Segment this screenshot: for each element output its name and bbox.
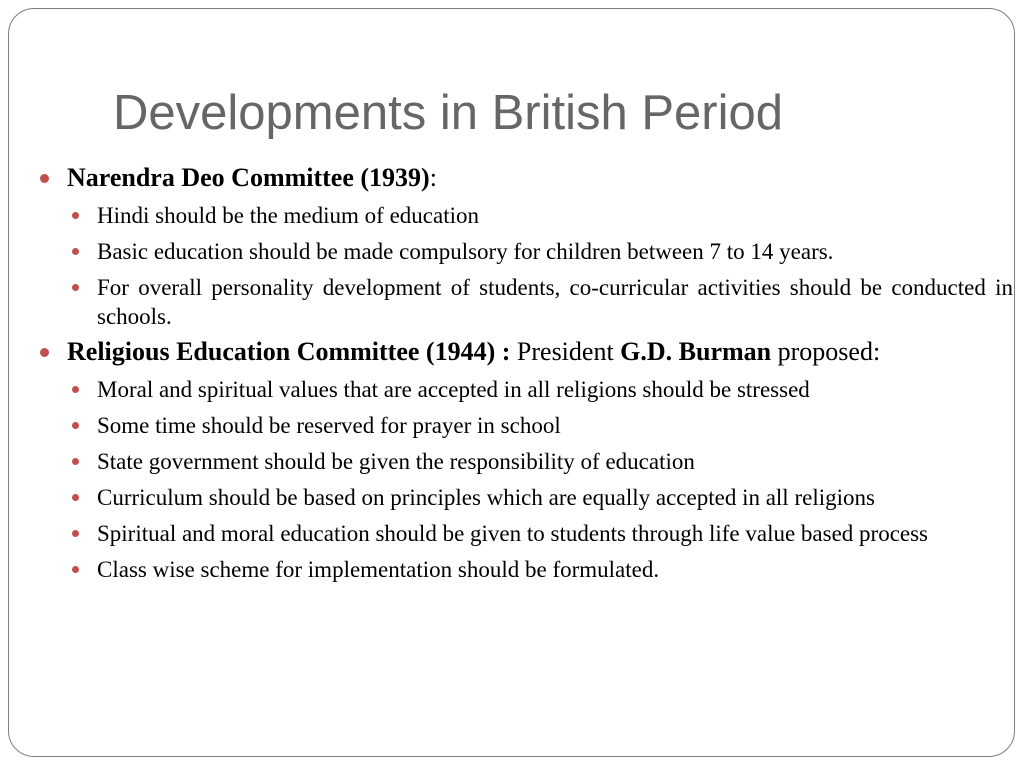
list-item-text: Spiritual and moral education should be given to students through life value based process (97, 521, 929, 546)
bullet-icon (72, 494, 79, 501)
bullet-icon (72, 530, 79, 537)
list-item-text: Some time should be reserved for prayer in school (97, 413, 561, 438)
list-item-text: Class wise scheme for implementation should be formulated. (97, 557, 660, 582)
list-item (68, 237, 1013, 266)
bullet-icon (72, 284, 79, 291)
section-narendra-deo-committee (37, 162, 1013, 194)
bullet-icon (72, 248, 79, 255)
list-item-text: Moral and spiritual values that are accepted in all religions should be stressed (97, 377, 810, 402)
list-item (68, 483, 1013, 512)
list-item (68, 375, 1013, 404)
section-heading: Religious Education Committee (1944) : (67, 337, 511, 366)
section-religious-education-committee (37, 336, 1013, 368)
list-item-text: Curriculum should be based on principles which are equally accepted in all religions (97, 485, 875, 510)
list-item (68, 273, 1013, 331)
list-item (68, 519, 1013, 548)
president-name: G.D. Burman (620, 337, 772, 366)
president-label: President (516, 337, 614, 366)
bullet-icon (72, 458, 79, 465)
bullet-icon (72, 386, 79, 393)
bullet-icon (72, 212, 79, 219)
slide-title: Developments in British Period (113, 86, 783, 140)
bullet-icon (72, 422, 79, 429)
bullet-icon (72, 566, 79, 573)
list-item-text: For overall personality development of students, co-curricular activities should be conducted in schools. (97, 275, 1013, 329)
heading-colon: : (429, 163, 437, 192)
list-item (68, 411, 1013, 440)
list-item (68, 447, 1013, 476)
list-item (68, 555, 1013, 584)
proposed-label: proposed: (777, 337, 881, 366)
list-item-text: Basic education should be made compulsory for children between 7 to 14 years. (97, 239, 834, 264)
list-item (68, 201, 1013, 230)
section-heading: Narendra Deo Committee (1939) (67, 163, 430, 192)
list-item-text: State government should be given the responsibility of education (97, 449, 695, 474)
bullet-icon (40, 174, 49, 183)
slide-content (37, 162, 1013, 584)
list-item-text: Hindi should be the medium of education (97, 203, 479, 228)
bullet-icon (40, 348, 49, 357)
